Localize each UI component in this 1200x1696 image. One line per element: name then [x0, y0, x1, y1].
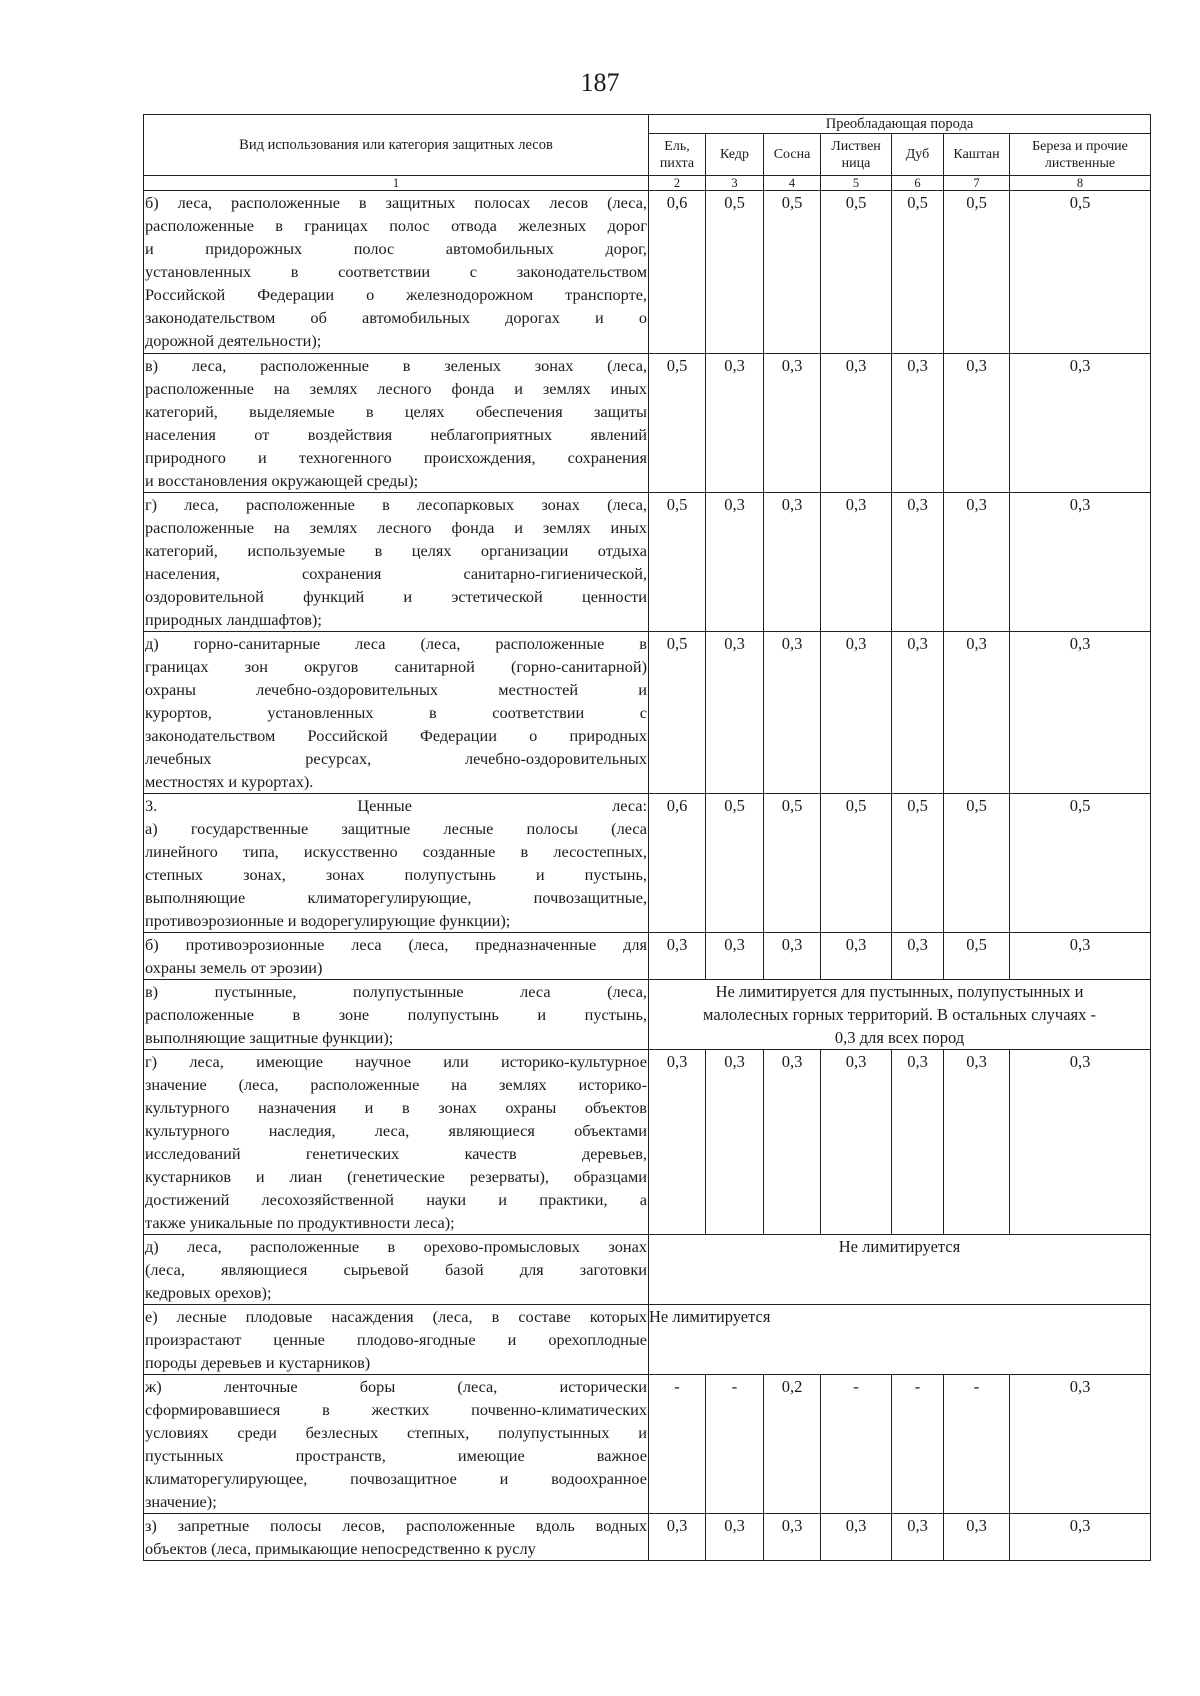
description-line: лечебных ресурсах, лечебно-оздоровительных [145, 749, 647, 768]
merged-value-line: Не лимитируется для пустынных, полупустынных и [715, 982, 1084, 1001]
description-line: также уникальные по продуктивности леса); [145, 1213, 455, 1232]
species-value-cell: 0,5 [649, 493, 706, 632]
species-value-cell: 0,5 [1010, 794, 1151, 933]
species-value-cell: 0,3 [821, 1050, 892, 1235]
description-line: законодательством об автомобильных дорогах и о [145, 308, 647, 327]
merged-value-line: малолесных горных территорий. В остальных случаях - [703, 1005, 1096, 1024]
description-line: противоэрозионные и водорегулирующие функции); [145, 911, 511, 930]
species-value-cell: 0,3 [944, 1514, 1010, 1561]
species-value-cell: - [944, 1375, 1010, 1514]
description-line: значение); [145, 1492, 217, 1511]
header-species-cedar: Кедр [706, 134, 764, 176]
species-value-cell: - [649, 1375, 706, 1514]
description-line: Российской Федерации о железнодорожном транспорте, [145, 285, 647, 304]
description-line: породы деревьев и кустарников) [145, 1353, 371, 1372]
description-line: климаторегулирующее, почвозащитное и водоохранное [145, 1469, 647, 1488]
species-value-cell: 0,3 [1010, 1514, 1151, 1561]
merged-value-line: Не лимитируется [838, 1237, 961, 1256]
species-value-cell: 0,5 [892, 191, 944, 354]
description-line: законодательством Российской Федерации о природных [145, 726, 647, 745]
species-value-cell: 0,3 [892, 354, 944, 493]
species-value-cell: 0,3 [821, 493, 892, 632]
species-value-cell: 0,5 [944, 191, 1010, 354]
description-line: и восстановления окружающей среды); [145, 471, 419, 490]
description-line: е) лесные плодовые насаждения (леса, в составе которых [145, 1307, 647, 1326]
description-line: охраны земель от эрозии) [145, 958, 323, 977]
description-line: границах зон округов санитарной (горно-санитарной) [145, 657, 647, 676]
description-line: достижений лесохозяйственной науки и практики, а [145, 1190, 647, 1209]
usage-description [144, 980, 649, 1050]
species-value-cell: 0,3 [1010, 493, 1151, 632]
merged-value-cell [649, 1305, 1151, 1375]
species-value-cell: 0,5 [706, 794, 764, 933]
species-value-cell: 0,5 [649, 632, 706, 794]
description-line: расположенные в границах полос отвода железных дорог [145, 216, 647, 235]
species-value-cell: 0,3 [892, 933, 944, 980]
column-number: 2 [649, 176, 706, 191]
usage-description [144, 1305, 649, 1375]
species-value-cell: 0,3 [892, 1514, 944, 1561]
species-value-cell: 0,3 [649, 1514, 706, 1561]
description-line: категорий, используемые в целях организации отдыха [145, 541, 647, 560]
description-line: охраны лечебно-оздоровительных местностей и [145, 680, 647, 699]
description-line: оздоровительной функций и эстетической ценности [145, 587, 647, 606]
description-line: кустарников и лиан (генетические резерваты), образцами [145, 1167, 647, 1186]
species-value-cell: 0,3 [821, 632, 892, 794]
header-species-larch: Листвен ница [821, 134, 892, 176]
description-line: в) леса, расположенные в зеленых зонах (леса, [145, 356, 647, 375]
description-line: исследований генетических качеств деревьев, [145, 1144, 647, 1163]
description-line: дорожной деятельности); [145, 331, 322, 350]
species-value-cell: 0,3 [706, 933, 764, 980]
description-line: и придорожных полос автомобильных дорог, [145, 239, 647, 258]
species-value-cell: 0,5 [649, 354, 706, 493]
description-line: расположенные на землях лесного фонда и землях иных [145, 518, 647, 537]
usage-description [144, 354, 649, 493]
description-line: 3. Ценные леса: [145, 796, 647, 815]
merged-value-line: Не лимитируется [649, 1307, 771, 1326]
species-value-cell: 0,3 [944, 354, 1010, 493]
table-row [144, 1375, 1151, 1514]
description-line: установленных в соответствии с законодательством [145, 262, 647, 281]
description-line: д) леса, расположенные в орехово-промысловых зонах [145, 1237, 647, 1256]
species-value-cell: 0,3 [1010, 933, 1151, 980]
species-value-cell: 0,2 [764, 1375, 821, 1514]
species-value-cell: 0,3 [892, 1050, 944, 1235]
column-number: 3 [706, 176, 764, 191]
description-line: природного и техногенного происхождения, сохранения [145, 448, 647, 467]
species-value-cell: 0,3 [764, 933, 821, 980]
description-line: в) пустынные, полупустынные леса (леса, [145, 982, 647, 1001]
description-line: (леса, являющиеся сырьевой базой для заготовки [145, 1260, 647, 1279]
description-line: культурного наследия, леса, являющиеся объектами [145, 1121, 647, 1140]
table-row [144, 354, 1151, 493]
description-line: объектов (леса, примыкающие непосредственно к руслу [145, 1539, 536, 1558]
column-number: 5 [821, 176, 892, 191]
column-number: 7 [944, 176, 1010, 191]
table-row [144, 1050, 1151, 1235]
table-row [144, 191, 1151, 354]
species-value-cell: 0,5 [821, 191, 892, 354]
description-line: степных зонах, зонах полупустынь и пустынь, [145, 865, 647, 884]
description-line: ж) ленточные боры (леса, исторически [145, 1377, 647, 1396]
usage-description [144, 191, 649, 354]
description-line: категорий, выделяемые в целях обеспечения защиты [145, 402, 647, 421]
description-line: культурного назначения и в зонах охраны объектов [145, 1098, 647, 1117]
description-line: з) запретные полосы лесов, расположенные вдоль водных [145, 1516, 647, 1535]
merged-value-cell [649, 1235, 1151, 1305]
description-line: линейного типа, искусственно созданные в лесостепных, [145, 842, 647, 861]
page-number: 187 [580, 68, 620, 97]
header-predominant-species: Преобладающая порода [649, 115, 1151, 134]
description-line: а) государственные защитные лесные полосы (леса [145, 819, 647, 838]
description-line: сформировавшиеся в жестких почвенно-климатических [145, 1400, 647, 1419]
species-value-cell: 0,3 [944, 632, 1010, 794]
description-line: произрастают ценные плодово-ягодные и орехоплодные [145, 1330, 647, 1349]
column-number: 6 [892, 176, 944, 191]
table-row [144, 1235, 1151, 1305]
usage-description [144, 493, 649, 632]
description-line: б) противоэрозионные леса (леса, предназначенные для [145, 935, 647, 954]
description-line: г) леса, имеющие научное или историко-культурное [145, 1052, 647, 1071]
header-species-oak: Дуб [892, 134, 944, 176]
header-species-pine: Сосна [764, 134, 821, 176]
species-value-cell: 0,3 [821, 1514, 892, 1561]
description-line: условиях среди безлесных степных, полупустынных и [145, 1423, 647, 1442]
column-number: 1 [144, 176, 649, 191]
description-line: расположенные на землях лесного фонда и землях иных [145, 379, 647, 398]
header-species-birch-other: Береза и прочие лиственные [1010, 134, 1151, 176]
table-row [144, 493, 1151, 632]
species-value-cell: 0,5 [1010, 191, 1151, 354]
species-value-cell: 0,3 [764, 632, 821, 794]
usage-description [144, 933, 649, 980]
description-line: населения, сохранения санитарно-гигиенической, [145, 564, 647, 583]
table-row [144, 1514, 1151, 1561]
species-value-cell: 0,3 [706, 493, 764, 632]
species-value-cell: 0,3 [649, 1050, 706, 1235]
usage-description [144, 632, 649, 794]
description-line: значение (леса, расположенные на землях историко- [145, 1075, 647, 1094]
merged-value-line: 0,3 для всех пород [834, 1028, 965, 1047]
description-line: б) леса, расположенные в защитных полосах лесов (леса, [145, 193, 647, 212]
description-line: местностях и курортах). [145, 772, 314, 791]
species-value-cell: 0,3 [944, 1050, 1010, 1235]
species-value-cell: 0,5 [764, 191, 821, 354]
species-value-cell: 0,3 [892, 493, 944, 632]
table-row [144, 632, 1151, 794]
description-line: курортов, установленных в соответствии с [145, 703, 647, 722]
species-value-cell: 0,3 [764, 354, 821, 493]
usage-description [144, 794, 649, 933]
table-body [144, 191, 1151, 1561]
species-value-cell: 0,3 [706, 354, 764, 493]
usage-description [144, 1375, 649, 1514]
usage-description [144, 1514, 649, 1561]
usage-description [144, 1050, 649, 1235]
description-line: выполняющие климаторегулирующие, почвозащитные, [145, 888, 647, 907]
species-value-cell: 0,3 [764, 493, 821, 632]
description-line: г) леса, расположенные в лесопарковых зонах (леса, [145, 495, 647, 514]
species-value-cell: 0,3 [944, 493, 1010, 632]
column-number: 8 [1010, 176, 1151, 191]
species-value-cell: 0,3 [706, 632, 764, 794]
table-row [144, 794, 1151, 933]
species-value-cell: 0,3 [1010, 632, 1151, 794]
species-value-cell: 0,3 [649, 933, 706, 980]
species-value-cell: 0,5 [892, 794, 944, 933]
header-species-spruce: Ель, пихта [649, 134, 706, 176]
species-value-cell: 0,6 [649, 794, 706, 933]
description-line: выполняющие защитные функции); [145, 1028, 394, 1047]
species-value-cell: 0,3 [1010, 1050, 1151, 1235]
species-value-cell: - [706, 1375, 764, 1514]
column-number: 4 [764, 176, 821, 191]
species-value-cell: 0,5 [821, 794, 892, 933]
species-value-cell: 0,3 [1010, 354, 1151, 493]
species-value-cell: 0,3 [706, 1514, 764, 1561]
species-value-cell: 0,3 [821, 354, 892, 493]
description-line: пустынных пространств, имеющие важное [145, 1446, 647, 1465]
description-line: природных ландшафтов); [145, 610, 322, 629]
description-line: расположенные в зоне полупустынь и пустынь, [145, 1005, 647, 1024]
species-value-cell: 0,3 [892, 632, 944, 794]
species-value-cell: 0,3 [764, 1050, 821, 1235]
species-value-cell: 0,3 [706, 1050, 764, 1235]
species-value-cell: - [892, 1375, 944, 1514]
header-usage-category: Вид использования или категория защитных лесов [144, 115, 649, 176]
description-line: кедровых орехов); [145, 1283, 272, 1302]
table-row [144, 933, 1151, 980]
description-line: д) горно-санитарные леса (леса, расположенные в [145, 634, 647, 653]
usage-description [144, 1235, 649, 1305]
species-value-cell: 0,3 [764, 1514, 821, 1561]
species-value-cell: - [821, 1375, 892, 1514]
species-value-cell: 0,6 [649, 191, 706, 354]
description-line: населения от воздействия неблагоприятных явлений [145, 425, 647, 444]
species-value-cell: 0,3 [821, 933, 892, 980]
merged-value-cell [649, 980, 1151, 1050]
species-value-cell: 0,5 [764, 794, 821, 933]
protective-forests-table [143, 114, 1151, 1561]
table-row [144, 1305, 1151, 1375]
species-value-cell: 0,5 [944, 794, 1010, 933]
species-value-cell: 0,5 [706, 191, 764, 354]
header-species-chestnut: Каштан [944, 134, 1010, 176]
table-row [144, 980, 1151, 1050]
species-value-cell: 0,5 [944, 933, 1010, 980]
species-value-cell: 0,3 [1010, 1375, 1151, 1514]
